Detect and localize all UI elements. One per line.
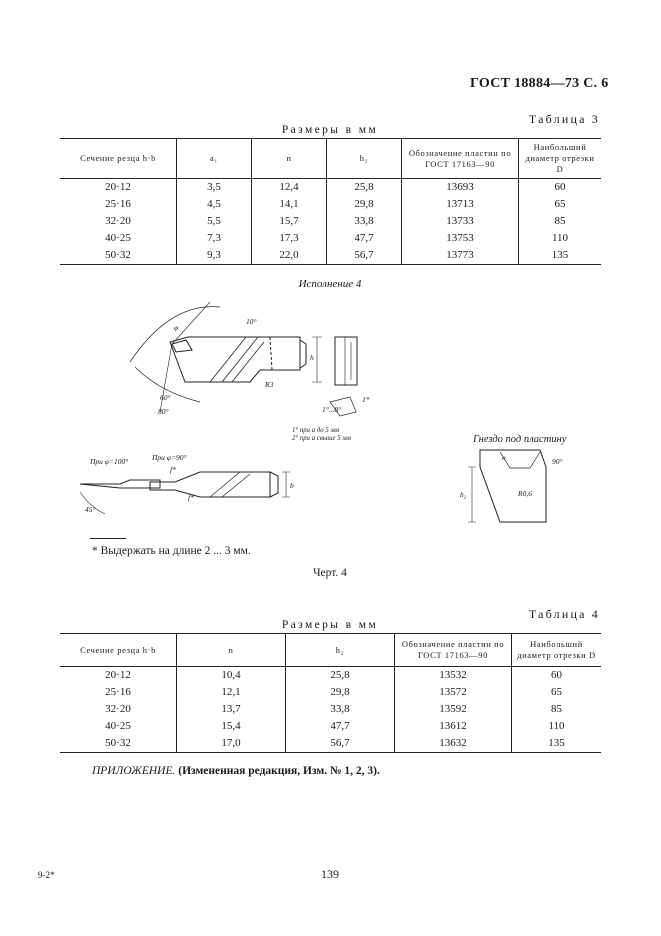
table-cell: 13572: [395, 684, 512, 701]
table-cell: 20·12: [105, 669, 131, 681]
table-row: [60, 196, 601, 213]
table3-caption: Таблица 3: [528, 112, 600, 126]
figure-caption: Черт. 4: [313, 567, 347, 579]
label-angle80: 80°: [158, 407, 169, 416]
label-n: n: [502, 453, 506, 462]
table-cell: 65: [512, 684, 602, 701]
table-cell: 15,4: [177, 718, 286, 735]
label-h: h: [310, 353, 314, 362]
table-cell: 12,4: [252, 179, 327, 197]
table3-header-section: Сечение резца h·b: [60, 139, 177, 179]
socket-outline: [480, 450, 546, 522]
table-cell: 13713: [402, 196, 519, 213]
table-cell: 40·25: [105, 232, 131, 244]
label-angle10: 10°: [246, 317, 257, 326]
side-view-lines: [345, 337, 351, 385]
drawing-footnote-1: 1° при а до 5 мм: [292, 427, 340, 434]
table4-header-h2: h₂: [286, 634, 395, 667]
table4-caption: Таблица 4: [528, 607, 600, 621]
table-cell: 29,8: [327, 196, 402, 213]
table3: [60, 138, 601, 265]
table-cell: 3,5: [177, 179, 252, 197]
tool-shank-end: [300, 340, 306, 368]
table4-header-diameter: Наибольший диаметр отрезки D: [512, 634, 602, 667]
table-cell: 65: [519, 196, 602, 213]
table-row: [60, 179, 601, 197]
table-cell: 25,8: [286, 667, 395, 685]
tool-variant-end: [270, 472, 278, 497]
table-cell: 56,7: [286, 735, 395, 753]
table-cell: 22,0: [252, 247, 327, 265]
table-cell: 13773: [402, 247, 519, 265]
phi-arc: [130, 307, 220, 362]
appendix-text: (Измененная редакция, Изм. № 1, 2, 3).: [178, 765, 380, 777]
table-cell: 12,1: [177, 684, 286, 701]
table4-header-n: n: [177, 634, 286, 667]
table3-dims: Размеры в мм: [281, 124, 379, 136]
table-cell: 14,1: [252, 196, 327, 213]
table-cell: 9,3: [177, 247, 252, 265]
footnote-rule: [90, 538, 126, 539]
table-cell: 13,7: [177, 701, 286, 718]
table-cell: 85: [512, 701, 602, 718]
page-header: ГОСТ 18884—73 С. 6: [470, 76, 609, 91]
table-cell: 47,7: [327, 230, 402, 247]
label-phi: φ: [174, 323, 179, 332]
page-number: 139: [321, 867, 339, 881]
h2-dimension: [468, 467, 476, 522]
label-f2: f*: [188, 493, 194, 502]
label-dim1: 1*: [362, 395, 370, 404]
tool-variant-90: [150, 472, 270, 497]
table4: [60, 633, 601, 753]
table-row: [60, 718, 601, 735]
table-cell: 32·20: [105, 215, 131, 227]
table-row: [60, 230, 601, 247]
table-cell: 47,7: [286, 718, 395, 735]
table-cell: 15,7: [252, 213, 327, 230]
table-cell: 25,8: [327, 179, 402, 197]
break-line: [270, 337, 272, 370]
table-cell: 20·12: [105, 181, 131, 193]
technical-drawing: [60, 292, 601, 532]
table-cell: 110: [512, 718, 602, 735]
table-cell: 25·16: [105, 686, 131, 698]
socket-title: Гнездо под пластину: [473, 434, 567, 445]
table-row: [60, 247, 601, 265]
table-cell: 13733: [402, 213, 519, 230]
variant-hatch: [210, 472, 250, 497]
table-cell: 85: [519, 213, 602, 230]
tool-variant-100: [80, 480, 160, 488]
table-cell: 5,5: [177, 213, 252, 230]
table-cell: 110: [519, 230, 602, 247]
table3-header-h2: h₂: [327, 139, 402, 179]
tool-body-main: [170, 337, 300, 382]
table-cell: 10,4: [177, 667, 286, 685]
table-cell: 13753: [402, 230, 519, 247]
footer-left: 9-2*: [38, 870, 55, 880]
table-cell: 13612: [395, 718, 512, 735]
table-cell: 56,7: [327, 247, 402, 265]
insert-plate: [172, 340, 192, 352]
table-cell: 7,3: [177, 230, 252, 247]
table-row: [60, 735, 601, 753]
table-cell: 25·16: [105, 198, 131, 210]
table-cell: 40·25: [105, 720, 131, 732]
drawing-title: Исполнение 4: [298, 278, 362, 290]
table3-header-plate: Обозначение пластин по ГОСТ 17163—90: [402, 139, 519, 179]
table-row: [60, 213, 601, 230]
label-b: b: [290, 481, 294, 490]
label-h2: h₂: [460, 490, 467, 499]
appendix-prefix: ПРИЛОЖЕНИЕ.: [92, 765, 176, 777]
table-cell: 135: [519, 247, 602, 265]
table-row: [60, 701, 601, 718]
table-cell: 13632: [395, 735, 512, 753]
table-cell: 4,5: [177, 196, 252, 213]
table3-header-diameter: Наибольший диаметр отрезки D: [519, 139, 602, 179]
label-r03: R3: [265, 380, 274, 389]
label-phi100: При φ=100°: [90, 457, 129, 466]
table-cell: 60: [512, 667, 602, 685]
table-row: [60, 684, 601, 701]
b-dimension: [282, 472, 290, 497]
table-cell: 135: [512, 735, 602, 753]
table-cell: 50·32: [60, 735, 177, 753]
table-cell: 33,8: [286, 701, 395, 718]
label-r06: R0,6: [518, 489, 532, 498]
table-cell: 50·32: [60, 247, 177, 265]
table3-header-a1: a₁: [177, 139, 252, 179]
table-cell: 13532: [395, 667, 512, 685]
footnote: * Выдержать на длине 2 ... 3 мм.: [92, 545, 251, 557]
tool-side-view: [335, 337, 357, 385]
table-cell: 17,0: [177, 735, 286, 753]
drawing-footnote-2: 2° при а свыше 5 мм: [292, 435, 351, 442]
table-cell: 13693: [402, 179, 519, 197]
label-dim2: 1°...8°: [322, 405, 342, 414]
table3-header-n: n: [252, 139, 327, 179]
label-phi90: При φ=90°: [152, 453, 187, 462]
socket-recess: [500, 452, 540, 468]
table-cell: 13592: [395, 701, 512, 718]
table4-header-plate: Обозначение пластин по ГОСТ 17163—90: [395, 634, 512, 667]
table-cell: 32·20: [105, 703, 131, 715]
appendix-note: [92, 765, 380, 777]
table-cell: 60: [519, 179, 602, 197]
label-f1: f*: [170, 465, 176, 474]
table-cell: 17,3: [252, 230, 327, 247]
label-angle60: 60°: [160, 393, 171, 402]
label-angle90: 90°: [552, 457, 563, 466]
table-row: [60, 667, 601, 685]
table4-header-section: Сечение резца h·b: [60, 634, 177, 667]
table-cell: 33,8: [327, 213, 402, 230]
table-cell: 29,8: [286, 684, 395, 701]
label-angle45: 45°: [85, 505, 96, 514]
table4-dims: Размеры в мм: [281, 619, 379, 631]
